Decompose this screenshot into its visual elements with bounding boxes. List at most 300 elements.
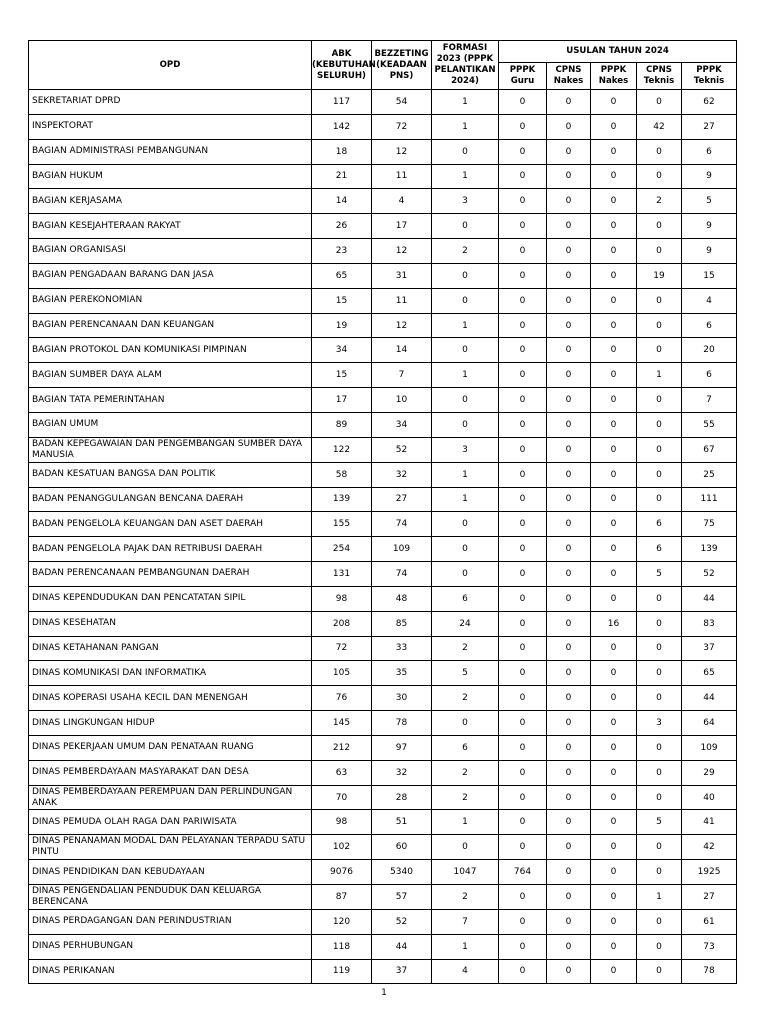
bezzeting-cell: 97 [372,735,432,760]
opd-name-cell: BAGIAN PEREKONOMIAN [29,288,312,313]
table-row [29,537,737,562]
abk-cell: 142 [312,114,372,139]
pppk-nakes-cell: 0 [591,860,637,885]
pppk-nakes-cell: 0 [591,189,637,214]
formasi-cell: 3 [432,189,499,214]
pppk-teknis-cell: 83 [682,611,737,636]
header-formasi: FORMASI 2023 (PPPK PELANTIKAN 2024) [432,41,499,90]
table-row [29,487,737,512]
table-row [29,139,737,164]
pppk-nakes-cell: 0 [591,735,637,760]
table-row [29,363,737,388]
formasi-cell: 0 [432,139,499,164]
pppk-guru-cell: 0 [499,810,547,835]
table-row [29,437,737,462]
opd-name-cell: BAGIAN SUMBER DAYA ALAM [29,363,312,388]
abk-cell: 120 [312,909,372,934]
abk-cell: 17 [312,388,372,413]
pppk-teknis-cell: 6 [682,363,737,388]
cpns-nakes-cell: 0 [547,860,591,885]
pppk-nakes-cell: 0 [591,785,637,810]
header-cpns-teknis: CPNS Teknis [637,63,682,90]
bezzeting-cell: 33 [372,636,432,661]
cpns-nakes-cell: 0 [547,835,591,860]
formasi-cell: 0 [432,562,499,587]
header-opd: OPD [29,41,312,90]
pppk-nakes-cell: 0 [591,760,637,785]
cpns-nakes-cell: 0 [547,462,591,487]
pppk-teknis-cell: 7 [682,388,737,413]
cpns-nakes-cell: 0 [547,885,591,910]
opd-name-cell: DINAS LINGKUNGAN HIDUP [29,711,312,736]
pppk-guru-cell: 0 [499,512,547,537]
table-row [29,512,737,537]
cpns-teknis-cell: 42 [637,114,682,139]
cpns-nakes-cell: 0 [547,661,591,686]
cpns-nakes-cell: 0 [547,90,591,115]
pppk-teknis-cell: 55 [682,412,737,437]
pppk-teknis-cell: 20 [682,338,737,363]
formasi-cell: 1 [432,487,499,512]
table-row [29,586,737,611]
pppk-nakes-cell: 0 [591,562,637,587]
formasi-cell: 0 [432,835,499,860]
cpns-teknis-cell: 0 [637,214,682,239]
abk-cell: 119 [312,959,372,984]
opd-name-cell: DINAS PERDAGANGAN DAN PERINDUSTRIAN [29,909,312,934]
cpns-teknis-cell: 0 [637,164,682,189]
table-row [29,959,737,984]
pppk-nakes-cell: 0 [591,288,637,313]
bezzeting-cell: 12 [372,313,432,338]
abk-cell: 254 [312,537,372,562]
abk-cell: 63 [312,760,372,785]
bezzeting-cell: 17 [372,214,432,239]
cpns-nakes-cell: 0 [547,611,591,636]
cpns-teknis-cell: 0 [637,338,682,363]
abk-cell: 98 [312,810,372,835]
cpns-nakes-cell: 0 [547,537,591,562]
cpns-teknis-cell: 19 [637,263,682,288]
cpns-nakes-cell: 0 [547,313,591,338]
header-pppk-teknis: PPPK Teknis [682,63,737,90]
pppk-nakes-cell: 0 [591,114,637,139]
formasi-cell: 1 [432,90,499,115]
formasi-cell: 24 [432,611,499,636]
abk-cell: 102 [312,835,372,860]
header-usulan: USULAN TAHUN 2024 [499,41,737,63]
pppk-guru-cell: 0 [499,611,547,636]
abk-cell: 26 [312,214,372,239]
formasi-cell: 2 [432,239,499,264]
pppk-teknis-cell: 9 [682,214,737,239]
pppk-nakes-cell: 0 [591,810,637,835]
bezzeting-cell: 52 [372,909,432,934]
pppk-nakes-cell: 0 [591,412,637,437]
cpns-teknis-cell: 0 [637,388,682,413]
table-row [29,288,737,313]
opd-name-cell: DINAS PENDIDIKAN DAN KEBUDAYAAN [29,860,312,885]
cpns-teknis-cell: 0 [637,288,682,313]
bezzeting-cell: 28 [372,785,432,810]
pppk-guru-cell: 0 [499,288,547,313]
cpns-nakes-cell: 0 [547,437,591,462]
pppk-nakes-cell: 0 [591,338,637,363]
table-row [29,338,737,363]
formasi-cell: 6 [432,586,499,611]
cpns-teknis-cell: 0 [637,860,682,885]
cpns-teknis-cell: 0 [637,959,682,984]
cpns-nakes-cell: 0 [547,586,591,611]
pppk-teknis-cell: 4 [682,288,737,313]
cpns-teknis-cell: 1 [637,363,682,388]
cpns-teknis-cell: 5 [637,562,682,587]
pppk-guru-cell: 0 [499,388,547,413]
cpns-teknis-cell: 0 [637,90,682,115]
pppk-nakes-cell: 0 [591,214,637,239]
pppk-teknis-cell: 139 [682,537,737,562]
bezzeting-cell: 27 [372,487,432,512]
opd-name-cell: BADAN KEPEGAWAIAN DAN PENGEMBANGAN SUMBER DAYA MANUSIA [29,437,312,462]
pppk-guru-cell: 0 [499,313,547,338]
table-row [29,239,737,264]
pppk-guru-cell: 0 [499,462,547,487]
pppk-nakes-cell: 0 [591,487,637,512]
cpns-teknis-cell: 0 [637,785,682,810]
cpns-teknis-cell: 6 [637,512,682,537]
table-row [29,562,737,587]
abk-cell: 9076 [312,860,372,885]
bezzeting-cell: 78 [372,711,432,736]
bezzeting-cell: 109 [372,537,432,562]
table-row [29,388,737,413]
formasi-cell: 4 [432,959,499,984]
pppk-guru-cell: 0 [499,959,547,984]
cpns-nakes-cell: 0 [547,636,591,661]
bezzeting-cell: 60 [372,835,432,860]
header-pppk-guru: PPPK Guru [499,63,547,90]
pppk-guru-cell: 764 [499,860,547,885]
pppk-nakes-cell: 0 [591,437,637,462]
abk-cell: 212 [312,735,372,760]
abk-cell: 34 [312,338,372,363]
formasi-cell: 2 [432,885,499,910]
formasi-cell: 0 [432,288,499,313]
formasi-cell: 1047 [432,860,499,885]
pppk-guru-cell: 0 [499,562,547,587]
bezzeting-cell: 11 [372,164,432,189]
opd-name-cell: BAGIAN TATA PEMERINTAHAN [29,388,312,413]
cpns-teknis-cell: 0 [637,686,682,711]
table-row [29,686,737,711]
formasi-cell: 1 [432,164,499,189]
table-row [29,711,737,736]
opd-name-cell: BAGIAN HUKUM [29,164,312,189]
pppk-teknis-cell: 64 [682,711,737,736]
pppk-guru-cell: 0 [499,114,547,139]
pppk-teknis-cell: 52 [682,562,737,587]
table-header [29,41,737,90]
pppk-teknis-cell: 41 [682,810,737,835]
pppk-nakes-cell: 0 [591,263,637,288]
pppk-guru-cell: 0 [499,164,547,189]
abk-cell: 145 [312,711,372,736]
opd-name-cell: DINAS PEMUDA OLAH RAGA DAN PARIWISATA [29,810,312,835]
bezzeting-cell: 34 [372,412,432,437]
header-bezzeting: BEZZETING (KEADAAN PNS) [372,41,432,90]
table-row [29,785,737,810]
pppk-guru-cell: 0 [499,189,547,214]
formasi-cell: 6 [432,735,499,760]
bezzeting-cell: 4 [372,189,432,214]
formasi-cell: 1 [432,462,499,487]
pppk-nakes-cell: 0 [591,586,637,611]
cpns-teknis-cell: 0 [637,462,682,487]
table-row [29,90,737,115]
pppk-guru-cell: 0 [499,785,547,810]
pppk-nakes-cell: 0 [591,388,637,413]
formasi-cell: 5 [432,661,499,686]
bezzeting-cell: 51 [372,810,432,835]
cpns-nakes-cell: 0 [547,164,591,189]
abk-cell: 72 [312,636,372,661]
pppk-nakes-cell: 0 [591,139,637,164]
pppk-guru-cell: 0 [499,487,547,512]
pppk-guru-cell: 0 [499,885,547,910]
pppk-teknis-cell: 40 [682,785,737,810]
table-row [29,860,737,885]
cpns-nakes-cell: 0 [547,487,591,512]
cpns-nakes-cell: 0 [547,239,591,264]
formasi-cell: 7 [432,909,499,934]
formasi-cell: 2 [432,686,499,711]
cpns-teknis-cell: 0 [637,760,682,785]
header-cpns-nakes: CPNS Nakes [547,63,591,90]
pppk-teknis-cell: 73 [682,934,737,959]
pppk-teknis-cell: 44 [682,686,737,711]
pppk-nakes-cell: 0 [591,835,637,860]
abk-cell: 15 [312,288,372,313]
pppk-teknis-cell: 42 [682,835,737,860]
cpns-teknis-cell: 0 [637,934,682,959]
opd-name-cell: DINAS PERIKANAN [29,959,312,984]
pppk-teknis-cell: 44 [682,586,737,611]
cpns-teknis-cell: 0 [637,611,682,636]
pppk-teknis-cell: 5 [682,189,737,214]
bezzeting-cell: 31 [372,263,432,288]
pppk-nakes-cell: 0 [591,462,637,487]
opd-name-cell: DINAS PEMBERDAYAAN PEREMPUAN DAN PERLINDUNGAN ANAK [29,785,312,810]
abk-cell: 19 [312,313,372,338]
table-row [29,835,737,860]
pppk-guru-cell: 0 [499,90,547,115]
pppk-guru-cell: 0 [499,263,547,288]
cpns-nakes-cell: 0 [547,735,591,760]
pppk-guru-cell: 0 [499,711,547,736]
table-row [29,164,737,189]
bezzeting-cell: 14 [372,338,432,363]
abk-cell: 15 [312,363,372,388]
cpns-teknis-cell: 6 [637,537,682,562]
cpns-nakes-cell: 0 [547,711,591,736]
bezzeting-cell: 37 [372,959,432,984]
bezzeting-cell: 48 [372,586,432,611]
pppk-teknis-cell: 75 [682,512,737,537]
cpns-nakes-cell: 0 [547,189,591,214]
abk-cell: 131 [312,562,372,587]
opd-name-cell: BAGIAN ADMINISTRASI PEMBANGUNAN [29,139,312,164]
cpns-teknis-cell: 0 [637,909,682,934]
bezzeting-cell: 7 [372,363,432,388]
opd-name-cell: BAGIAN PENGADAAN BARANG DAN JASA [29,263,312,288]
cpns-teknis-cell: 0 [637,139,682,164]
pppk-nakes-cell: 0 [591,363,637,388]
cpns-teknis-cell: 0 [637,835,682,860]
abk-cell: 155 [312,512,372,537]
opd-name-cell: BAGIAN KESEJAHTERAAN RAKYAT [29,214,312,239]
formasi-cell: 1 [432,363,499,388]
bezzeting-cell: 11 [372,288,432,313]
abk-cell: 14 [312,189,372,214]
cpns-nakes-cell: 0 [547,760,591,785]
opd-name-cell: BADAN PENGELOLA KEUANGAN DAN ASET DAERAH [29,512,312,537]
pppk-guru-cell: 0 [499,537,547,562]
cpns-nakes-cell: 0 [547,263,591,288]
opd-name-cell: DINAS PENANAMAN MODAL DAN PELAYANAN TERPADU SATU PINTU [29,835,312,860]
table-row [29,313,737,338]
bezzeting-cell: 32 [372,760,432,785]
formasi-cell: 0 [432,338,499,363]
abk-cell: 89 [312,412,372,437]
opd-table [28,40,737,984]
bezzeting-cell: 52 [372,437,432,462]
pppk-nakes-cell: 0 [591,164,637,189]
formasi-cell: 0 [432,537,499,562]
bezzeting-cell: 32 [372,462,432,487]
abk-cell: 65 [312,263,372,288]
formasi-cell: 0 [432,214,499,239]
bezzeting-cell: 35 [372,661,432,686]
table-body [29,90,737,984]
pppk-teknis-cell: 62 [682,90,737,115]
formasi-cell: 0 [432,711,499,736]
opd-name-cell: DINAS KETAHANAN PANGAN [29,636,312,661]
pppk-nakes-cell: 0 [591,90,637,115]
pppk-guru-cell: 0 [499,586,547,611]
table-row [29,885,737,910]
cpns-teknis-cell: 3 [637,711,682,736]
pppk-guru-cell: 0 [499,437,547,462]
page-number: 1 [381,988,387,998]
table-row [29,189,737,214]
pppk-teknis-cell: 6 [682,313,737,338]
pppk-nakes-cell: 0 [591,909,637,934]
table-row [29,114,737,139]
cpns-nakes-cell: 0 [547,363,591,388]
bezzeting-cell: 72 [372,114,432,139]
pppk-teknis-cell: 27 [682,885,737,910]
formasi-cell: 0 [432,263,499,288]
abk-cell: 105 [312,661,372,686]
opd-name-cell: INSPEKTORAT [29,114,312,139]
pppk-guru-cell: 0 [499,363,547,388]
pppk-nakes-cell: 0 [591,661,637,686]
pppk-guru-cell: 0 [499,214,547,239]
cpns-nakes-cell: 0 [547,114,591,139]
pppk-teknis-cell: 61 [682,909,737,934]
formasi-cell: 3 [432,437,499,462]
pppk-teknis-cell: 109 [682,735,737,760]
pppk-guru-cell: 0 [499,239,547,264]
pppk-teknis-cell: 6 [682,139,737,164]
pppk-nakes-cell: 0 [591,885,637,910]
pppk-teknis-cell: 1925 [682,860,737,885]
cpns-nakes-cell: 0 [547,562,591,587]
bezzeting-cell: 10 [372,388,432,413]
table-row [29,462,737,487]
cpns-nakes-cell: 0 [547,959,591,984]
pppk-guru-cell: 0 [499,139,547,164]
cpns-teknis-cell: 0 [637,437,682,462]
pppk-guru-cell: 0 [499,934,547,959]
abk-cell: 117 [312,90,372,115]
abk-cell: 98 [312,586,372,611]
formasi-cell: 1 [432,313,499,338]
abk-cell: 70 [312,785,372,810]
bezzeting-cell: 44 [372,934,432,959]
opd-name-cell: DINAS PERHUBUNGAN [29,934,312,959]
pppk-teknis-cell: 111 [682,487,737,512]
formasi-cell: 1 [432,810,499,835]
cpns-nakes-cell: 0 [547,686,591,711]
pppk-nakes-cell: 0 [591,934,637,959]
opd-name-cell: DINAS PENGENDALIAN PENDUDUK DAN KELUARGA BERENCANA [29,885,312,910]
cpns-nakes-cell: 0 [547,338,591,363]
opd-name-cell: BAGIAN KERJASAMA [29,189,312,214]
pppk-teknis-cell: 9 [682,164,737,189]
pppk-guru-cell: 0 [499,760,547,785]
opd-name-cell: BAGIAN ORGANISASI [29,239,312,264]
opd-name-cell: DINAS KEPENDUDUKAN DAN PENCATATAN SIPIL [29,586,312,611]
pppk-teknis-cell: 9 [682,239,737,264]
pppk-teknis-cell: 29 [682,760,737,785]
pppk-nakes-cell: 0 [591,636,637,661]
pppk-nakes-cell: 0 [591,239,637,264]
table-row [29,636,737,661]
bezzeting-cell: 54 [372,90,432,115]
bezzeting-cell: 30 [372,686,432,711]
cpns-teknis-cell: 0 [637,412,682,437]
pppk-teknis-cell: 65 [682,661,737,686]
formasi-cell: 0 [432,512,499,537]
pppk-guru-cell: 0 [499,338,547,363]
opd-name-cell: DINAS PEKERJAAN UMUM DAN PENATAAN RUANG [29,735,312,760]
pppk-teknis-cell: 78 [682,959,737,984]
opd-name-cell: BADAN PERENCANAAN PEMBANGUNAN DAERAH [29,562,312,587]
bezzeting-cell: 12 [372,139,432,164]
cpns-teknis-cell: 0 [637,636,682,661]
cpns-nakes-cell: 0 [547,810,591,835]
table-row [29,661,737,686]
header-abk: ABK (KEBUTUHAN SELURUH) [312,41,372,90]
pppk-guru-cell: 0 [499,686,547,711]
formasi-cell: 1 [432,934,499,959]
abk-cell: 122 [312,437,372,462]
pppk-teknis-cell: 27 [682,114,737,139]
bezzeting-cell: 74 [372,512,432,537]
formasi-cell: 2 [432,636,499,661]
table-row [29,810,737,835]
